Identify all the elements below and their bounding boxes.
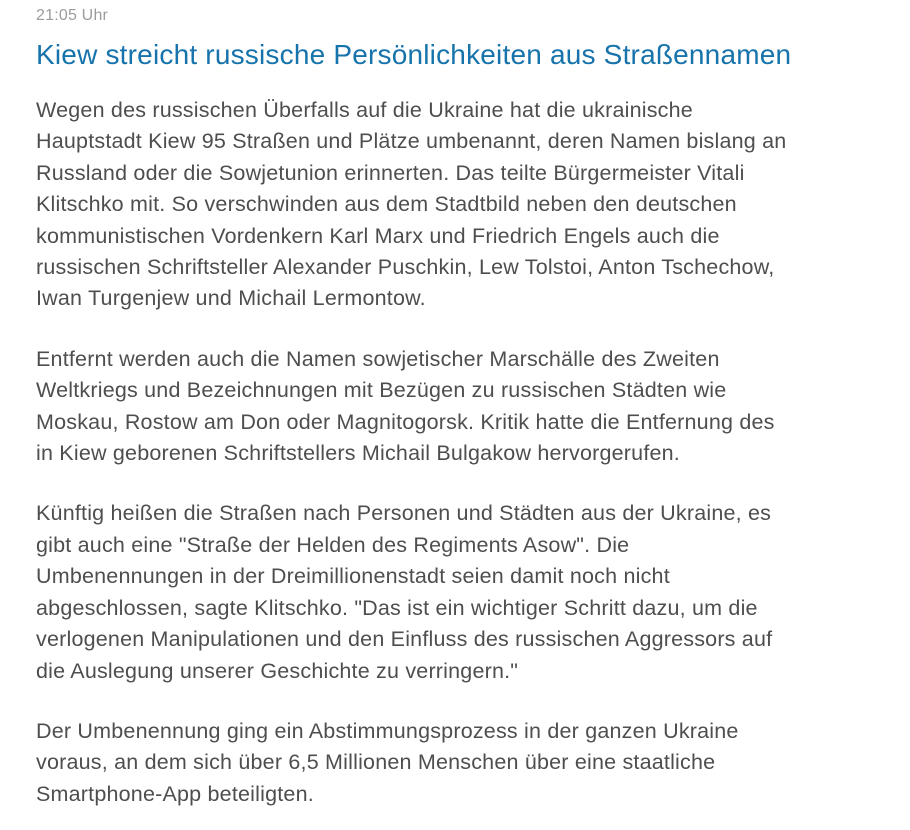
article-paragraph-3 xyxy=(36,498,880,686)
text-line: Der Umbenennung ging ein Abstimmungsprozess in der ganzen Ukraine xyxy=(36,718,739,743)
text-line: verlogenen Manipulationen und den Einfluss des russischen Aggressors auf xyxy=(36,627,773,652)
text-line: Smartphone-App beteiligten. xyxy=(36,781,314,806)
text-line: Wegen des russischen Überfalls auf die Ukraine hat die ukrainische xyxy=(36,98,693,122)
text-line: Hauptstadt Kiew 95 Straßen und Plätze umbenannt, deren Namen bislang an xyxy=(36,129,787,154)
text-line: kommunistischen Vordenkern Karl Marx und Friedrich Engels auch die xyxy=(36,223,720,248)
text-line: gibt auch eine "Straße der Helden des Regiments Asow". Die xyxy=(36,532,630,557)
text-line: Russland oder die Sowjetunion erinnerten. Das teilte Bürgermeister Vitali xyxy=(36,160,745,185)
text-line: in Kiew geborenen Schriftstellers Michail Bulgakow hervorgerufen. xyxy=(36,441,680,466)
text-line: abgeschlossen, sagte Klitschko. "Das ist ein wichtiger Schritt dazu, um die xyxy=(36,595,758,620)
text-line: Moskau, Rostow am Don oder Magnitogorsk. Kritik hatte die Entfernung des xyxy=(36,409,775,434)
text-line: voraus, an dem sich über 6,5 Millionen Menschen über eine staatliche xyxy=(36,750,716,775)
article-paragraph-4 xyxy=(36,716,880,810)
entry-timestamp: 21:05 Uhr xyxy=(36,7,109,24)
text-line: Künftig heißen die Straßen nach Personen und Städten aus der Ukraine, es xyxy=(36,501,772,526)
text-line: Entfernt werden auch die Namen sowjetischer Marschälle des Zweiten xyxy=(36,346,720,371)
text-line: die Auslegung unserer Geschichte zu verringern." xyxy=(36,658,519,683)
text-line: Klitschko mit. So verschwinden aus dem Stadtbild neben den deutschen xyxy=(36,192,737,217)
article-paragraph-2 xyxy=(36,344,880,470)
entry-headline[interactable]: Kiew streicht russische Persönlichkeiten aus Straßennamen xyxy=(36,39,792,70)
text-line: Weltkriegs und Bezeichnungen mit Bezügen zu russischen Städten wie xyxy=(36,378,727,403)
text-line: russischen Schriftsteller Alexander Puschkin, Lew Tolstoi, Anton Tschechow, xyxy=(36,255,775,280)
article-paragraph-1 xyxy=(36,95,880,315)
text-line: Umbenennungen in der Dreimillionenstadt seien damit noch nicht xyxy=(36,564,670,589)
text-line: Iwan Turgenjew und Michail Lermontow. xyxy=(36,286,426,311)
